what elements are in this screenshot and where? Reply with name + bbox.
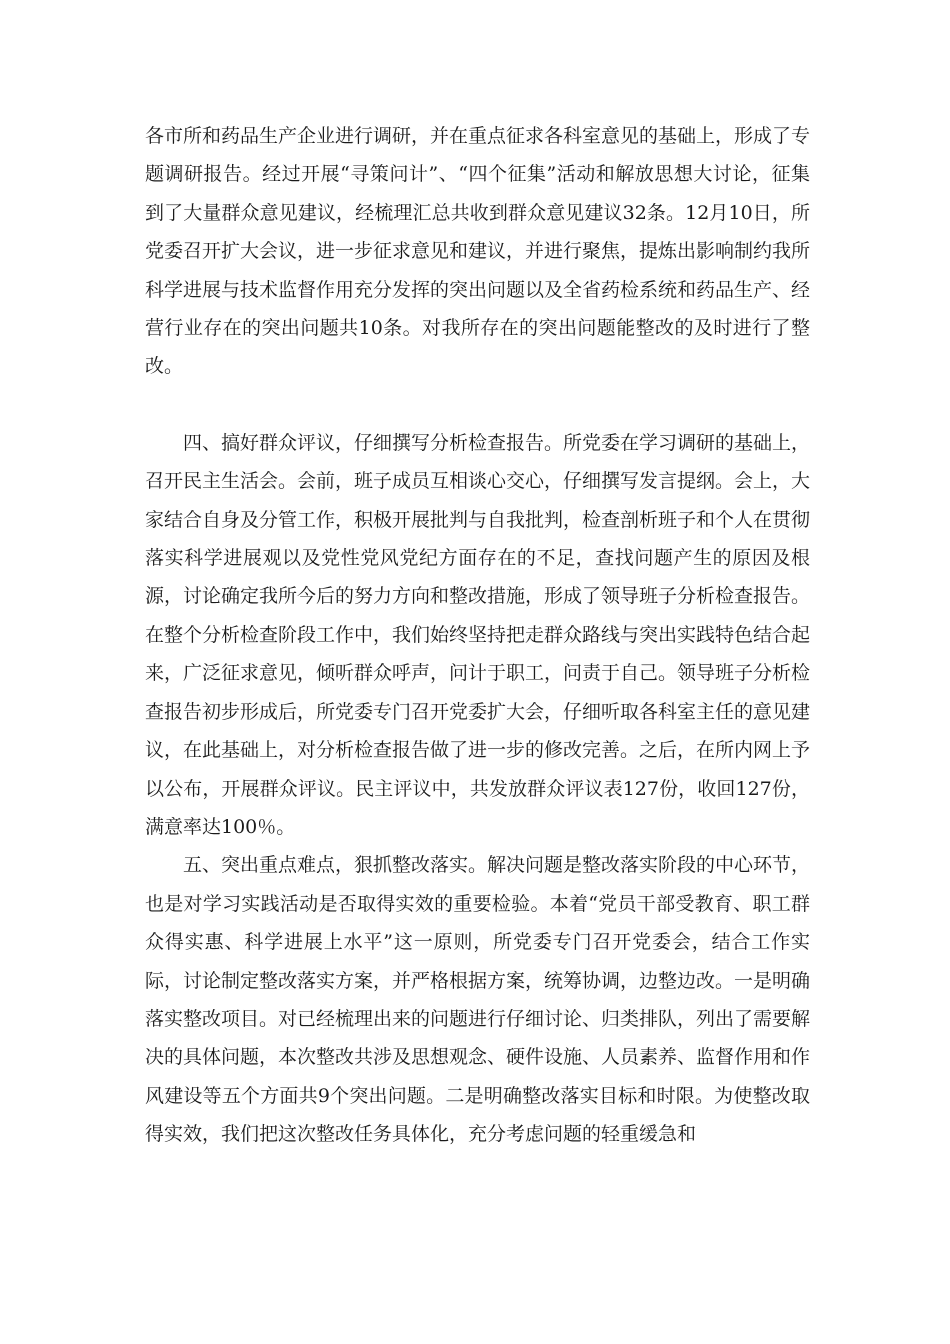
paragraph-spacer bbox=[145, 386, 810, 424]
paragraph-section-five: 五、突出重点难点，狠抓整改落实。解决问题是整改落实阶段的中心环节，也是对学习实践活动是否取得实效的重要检验。本着“党员干部受教育、职工群众得实惠、科学进展上水平”这一原则，所党委专门召开党委会，结合工作实际，讨论制定整改落实方案，并严格根据方案，统筹协调，边整边改。一是明确落实整改项目。对已经梳理出来的问题进行仔细讨论、归类排队，列出了需要解决的具体问题，本次整改共涉及思想观念、硬件设施、人员素养、监督作用和作风建设等五个方面共9个突出问题。二是明确整改落实目标和时限。为使整改取得实效，我们把这次整改任务具体化，充分考虑问题的轻重缓急和 bbox=[145, 854, 811, 1146]
paragraph-continued: 各市所和药品生产企业进行调研，并在重点征求各科室意见的基础上，形成了专题调研报告。经过开展“寻策问计”、“四个征集”活动和解放思想大讨论，征集到了大量群众意见建议，经梳理汇总共收到群众意见建议32条。12月10日，所党委召开扩大会议，进一步征求意见和建议，并进行聚焦，提炼出影响制约我所科学进展与技术监督作用充分发挥的突出问题以及全省药检系统和药品生产、经营行业存在的突出问题共10条。对我所存在的突出问题能整改的及时进行了整改。 bbox=[145, 125, 811, 378]
document-body bbox=[145, 117, 810, 1154]
paragraph-section-four: 四、搞好群众评议，仔细撰写分析检查报告。所党委在学习调研的基础上，召开民主生活会。会前，班子成员互相谈心交心，仔细撰写发言提纲。会上，大家结合自身及分管工作，积极开展批判与自我批判，检查剖析班子和个人在贯彻落实科学进展观以及党性党风党纪方面存在的不足，查找问题产生的原因及根源，讨论确定我所今后的努力方向和整改措施，形成了领导班子分析检查报告。在整个分析检查阶段工作中，我们始终坚持把走群众路线与突出实践特色结合起来，广泛征求意见，倾听群众呼声，问计于职工，问责于自己。领导班子分析检查报告初步形成后，所党委专门召开党委扩大会，仔细听取各科室主任的意见建议，在此基础上，对分析检查报告做了进一步的修改完善。之后，在所内网上予以公布，开展群众评议。民主评议中，共发放群众评议表127份，收回127份，满意率达100％。 bbox=[145, 431, 811, 838]
